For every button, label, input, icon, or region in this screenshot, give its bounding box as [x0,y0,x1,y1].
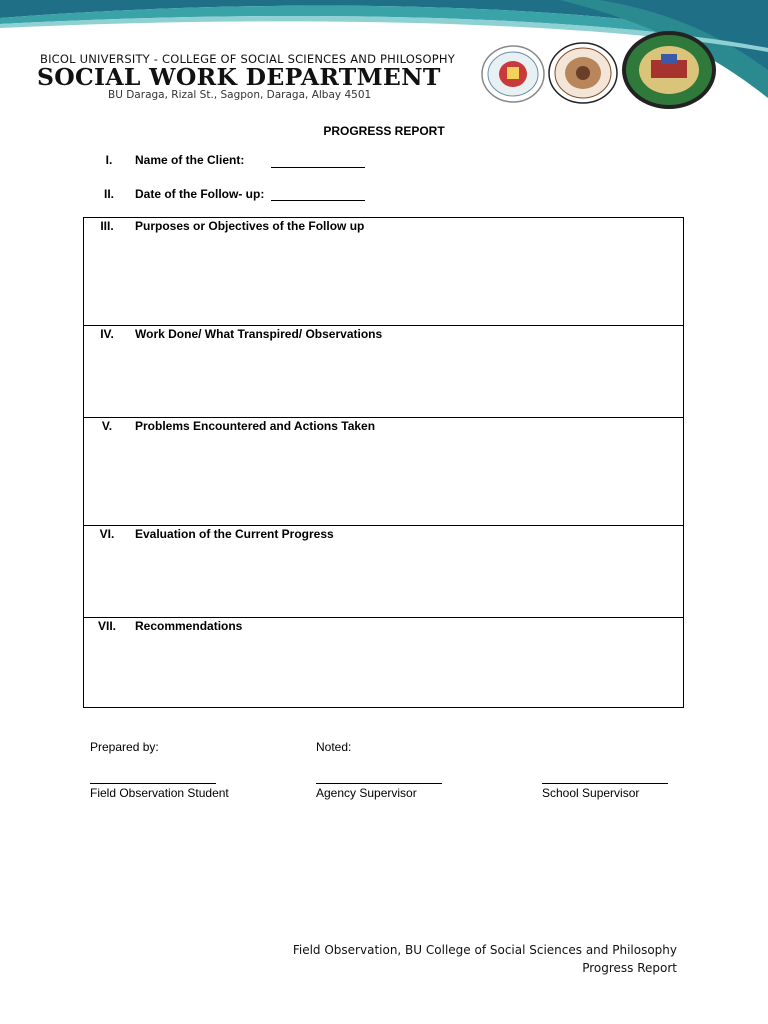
student-signature-label: Field Observation Student [90,786,229,800]
college-seal-icon [548,42,618,104]
section-roman: IV. [100,327,114,341]
field-label: Date of the Follow- up: [135,187,265,201]
school-signature-line[interactable] [542,783,668,784]
section-evaluation[interactable] [84,526,683,618]
agency-signature-label: Agency Supervisor [316,786,417,800]
field-roman: II. [103,187,114,201]
footer-line-1: Field Observation, BU College of Social Sciences and Philosophy [292,943,677,957]
section-label: Evaluation of the Current Progress [135,527,334,541]
followup-date-blank[interactable] [271,200,365,201]
client-name-blank[interactable] [271,167,365,168]
school-signature-label: School Supervisor [542,786,640,800]
department-name: SOCIAL WORK DEPARTMENT [37,63,441,91]
address: BU Daraga, Rizal St., Sagpon, Daraga, Albay 4501 [108,89,372,101]
section-label: Work Done/ What Transpired/ Observations [135,327,383,341]
section-label: Problems Encountered and Actions Taken [135,419,376,433]
section-label: Recommendations [135,619,243,633]
report-sections-table [83,217,684,708]
page-title: PROGRESS REPORT [323,124,445,138]
section-purposes[interactable] [84,218,683,326]
footer-line-2: Progress Report [582,961,677,975]
university-seal-icon [481,45,545,103]
field-label: Name of the Client: [135,153,245,167]
university-name: BICOL UNIVERSITY - COLLEGE OF SOCIAL SCIENCES AND PHILOSOPHY [40,52,455,66]
section-roman: III. [100,219,114,233]
section-roman: VII. [97,619,116,633]
section-label: Purposes or Objectives of the Follow up [135,219,365,233]
field-roman: I. [105,153,113,167]
section-problems[interactable] [84,418,683,526]
prepared-by-label: Prepared by: [90,740,159,754]
section-recommendations[interactable] [84,618,683,707]
noted-label: Noted: [316,740,352,754]
agency-signature-line[interactable] [316,783,442,784]
student-signature-line[interactable] [90,783,216,784]
section-work-done[interactable] [84,326,683,418]
department-seal-icon [621,30,717,110]
section-roman: VI. [99,527,115,541]
section-roman: V. [101,419,113,433]
